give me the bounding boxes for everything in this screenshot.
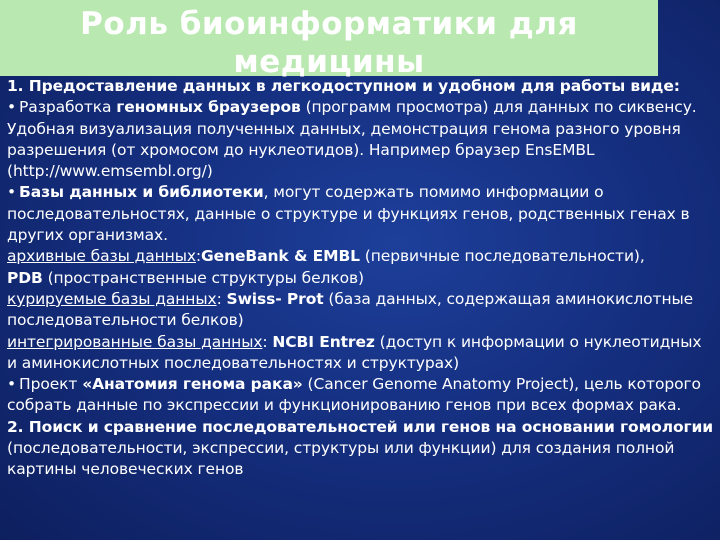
b1-text: (программ просмотра) для данных по сиквенсу. Удобная визуализация полученных данных, демонстрация генома разного уровня разрешения (от хромосом до нуклеотидов). Например браузер EnsEMBL (http://www.emsembl.org/): [7, 98, 697, 181]
bullet-marker: •: [7, 375, 17, 394]
curated-bold: Swiss- Prot: [226, 289, 324, 308]
b3-text: (Cancer Genome Anatomy Project), цель которого собрать данные по экспрессии и функционированию генов при всех формах рака.: [7, 375, 701, 415]
integrated-databases: [7, 332, 715, 375]
bullet-cancer-genome: [7, 374, 715, 417]
pdb-bold: PDB: [7, 268, 43, 287]
b3-bold: «Анатомия генома рака»: [82, 375, 303, 394]
bullet-marker: •: [7, 98, 17, 117]
b2-bold: Базы данных и библиотеки: [19, 183, 264, 202]
title-banner: [0, 0, 658, 80]
b1-prefix: Разработка: [19, 98, 117, 117]
section-1-heading: 1. Предоставление данных в легкодоступном и удобном для работы виде:: [7, 77, 680, 95]
integrated-label: интегрированные базы данных: [7, 332, 263, 351]
curated-text: (база данных, содержащая аминокислотные последовательности белков): [7, 289, 694, 330]
archive-text: (первичные последовательности),: [359, 247, 645, 266]
slide-title: Роль биоинформатики для медицины: [80, 6, 578, 80]
s2-text: (последовательности, экспрессии, структуры или функции) для создания полной картины человеческих генов: [7, 439, 675, 479]
archive-label: архивные базы данных: [7, 247, 196, 266]
pdb-line: [7, 268, 715, 289]
bullet-marker: •: [7, 183, 17, 202]
curated-label: курируемые базы данных: [7, 289, 217, 308]
integrated-text: (доступ к информации о нуклеотидных и аминокислотных последовательностях и структурах): [7, 332, 702, 372]
s2-bold: 2. Поиск и сравнение последовательностей или генов на основании гомологии: [7, 417, 714, 436]
b1-bold: геномных браузеров: [116, 98, 301, 117]
bullet-databases: [7, 182, 715, 246]
bullet-genome-browsers: [7, 97, 715, 182]
archive-bold: GeneBank & EMBL: [201, 247, 360, 266]
slide-content: [7, 76, 715, 481]
b3-prefix: Проект: [19, 375, 83, 394]
pdb-text: (пространственные структуры белков): [42, 268, 364, 287]
section-2: [7, 417, 715, 481]
archive-databases: [7, 246, 715, 267]
integrated-bold: NCBI Entrez: [272, 332, 375, 351]
curated-sep: :: [216, 289, 227, 308]
curated-databases: [7, 289, 715, 332]
integrated-sep: :: [262, 332, 273, 351]
b2-text: , могут содержать помимо информации о последовательностях, данные о структуре и функциях генов, родственных генах в других организмах.: [7, 183, 690, 245]
archive-sep: :: [195, 247, 202, 266]
